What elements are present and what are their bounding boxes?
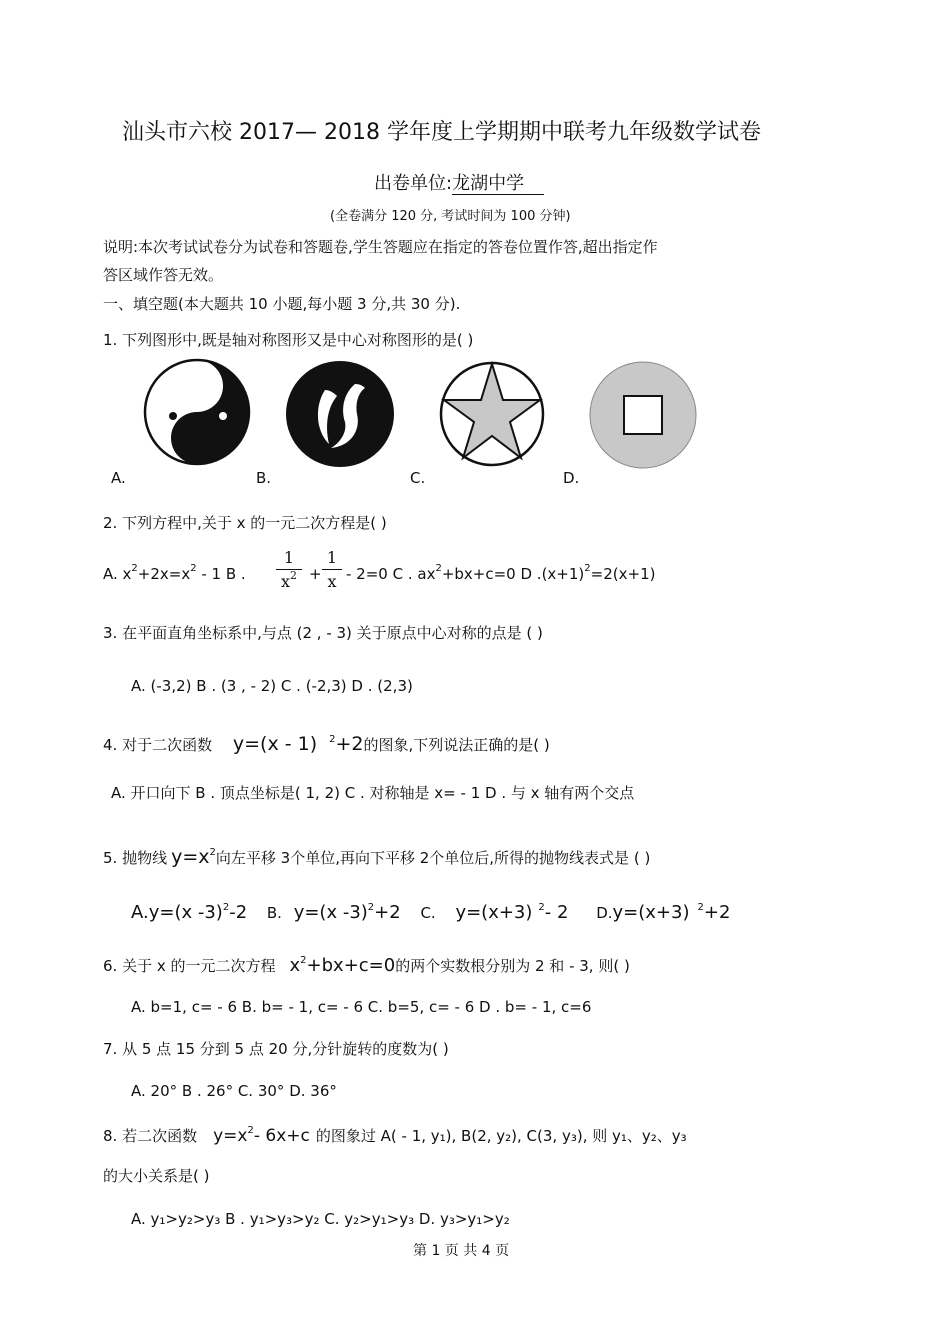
- q2-d-exp: 2: [584, 563, 591, 574]
- q2-frac1-bar: [276, 569, 302, 570]
- q6-equation-post: +bx+c=0: [306, 955, 396, 976]
- question-4-stem: [103, 735, 550, 754]
- q2-a-pre: A. x: [103, 565, 132, 583]
- q8-line-2: 的大小关系是( ): [103, 1167, 210, 1185]
- q3-options: A. (-3,2) B . (3 , - 2) C . (-2,3) D . (2,3): [131, 677, 413, 695]
- page-title: 汕头市六校 2017— 2018 学年度上学期期中联考九年级数学试卷: [122, 120, 761, 145]
- q2-d-post: =2(x+1): [590, 565, 656, 583]
- q8-post: 的图象过 A( - 1, y₁), B(2, y₂), C(3, y₃), 则 y₁、y₂、y₃: [315, 1127, 687, 1145]
- q6-equation: x: [289, 955, 301, 976]
- q2-c-post: +bx+c=0 D .(x+1): [441, 565, 585, 583]
- note-line-2: 答区域作答无效。: [103, 266, 224, 284]
- exam-unit: [374, 175, 544, 193]
- coin-square-hole-icon: [588, 360, 698, 470]
- brush-symbol-icon: [285, 360, 395, 468]
- q2-a-exp-2: 2: [190, 563, 197, 574]
- q2-options-part-1: [103, 563, 246, 583]
- q5-post: 向左平移 3个单位,再向下平移 2个单位后,所得的抛物线表式是 ( ): [215, 849, 651, 867]
- q5-exp: 2: [209, 847, 216, 858]
- question-3-stem: 3. 在平面直角坐标系中,与点 (2 , - 3) 关于原点中心对称的点是 ( ): [103, 624, 543, 642]
- q2-frac1-den: x: [280, 572, 291, 591]
- q5-option-a-exp: 2: [222, 902, 230, 913]
- q4-post: 的图象,下列说法正确的是( ): [363, 736, 550, 754]
- q6-options: A. b=1, c= - 6 B. b= - 1, c= - 6 C. b=5, c= - 6 D . b= - 1, c=6: [131, 998, 592, 1016]
- q2-a-exp-1: 2: [131, 563, 138, 574]
- q5-option-b-post: +2: [374, 902, 401, 923]
- q5-option-c-exp: 2: [538, 902, 545, 913]
- q8-function-post: - 6x+c: [253, 1126, 310, 1146]
- q5-option-a: A.y=(x -3): [131, 902, 223, 923]
- q5-option-c: y=(x+3): [455, 902, 533, 923]
- q1-option-c: C.: [410, 469, 426, 487]
- q4-function: y=(x - 1): [232, 733, 318, 755]
- q8-options: A. y₁>y₂>y₃ B . y₁>y₃>y₂ C. y₂>y₁>y₃ D. y₃>y₁>y₂: [131, 1210, 510, 1228]
- q5-option-c-label: C.: [420, 904, 436, 922]
- q5-option-d-exp: 2: [697, 902, 704, 913]
- q5-option-d-label: D.: [596, 904, 613, 922]
- q5-option-d-post: +2: [703, 902, 731, 923]
- q5-option-c-post: - 2: [544, 902, 569, 923]
- page-footer: 第 1 页 共 4 页: [413, 1243, 510, 1259]
- star-in-circle-icon: [438, 360, 546, 468]
- q5-options: [131, 904, 730, 922]
- q2-fraction-1: [276, 548, 302, 591]
- q5-option-a-post: -2: [229, 902, 248, 923]
- q1-option-d: D.: [563, 469, 580, 487]
- q4-pre: 4. 对于二次函数: [103, 736, 213, 754]
- q5-function: y=x: [171, 846, 210, 868]
- question-7-stem: 7. 从 5 点 15 分到 5 点 20 分,分针旋转的度数为( ): [103, 1040, 449, 1058]
- q8-pre: 8. 若二次函数: [103, 1127, 198, 1145]
- q7-options: A. 20° B . 26° C. 30° D. 36°: [131, 1082, 337, 1100]
- q2-fraction-2: [322, 548, 342, 591]
- section-heading: 一、填空题(本大题共 10 小题,每小题 3 分,共 30 分).: [103, 295, 461, 313]
- q2-options-part-2: [346, 563, 656, 583]
- question-6-stem: [103, 957, 630, 975]
- question-8-stem: [103, 1125, 687, 1146]
- question-5-stem: [103, 848, 650, 867]
- q4-exp: 2: [329, 734, 336, 745]
- q1-option-b: B.: [256, 469, 272, 487]
- q8-exp: 2: [247, 1125, 254, 1136]
- q2-b-post: - 2=0 C . ax: [346, 565, 436, 583]
- q1-option-a: A.: [111, 469, 126, 487]
- q2-frac1-exp: 2: [290, 569, 298, 582]
- q2-a-mid: +2x=x: [137, 565, 191, 583]
- q2-frac2-den: x: [327, 572, 337, 591]
- q6-exp: 2: [300, 955, 307, 966]
- q6-pre: 6. 关于 x 的一元二次方程: [103, 957, 276, 975]
- q4-options: A. 开口向下 B . 顶点坐标是( 1, 2) C . 对称轴是 x= - 1 D . 与 x 轴有两个交点: [111, 784, 635, 802]
- q2-plus: +: [309, 565, 322, 583]
- score-info: (全卷满分 120 分, 考试时间为 100 分钟): [330, 209, 571, 224]
- q2-frac2-num: 1: [326, 548, 338, 567]
- q2-frac1-num: 1: [283, 548, 295, 567]
- q8-function: y=x: [213, 1126, 248, 1146]
- q5-option-b-exp: 2: [367, 902, 375, 913]
- q2-frac2-bar: [322, 569, 342, 570]
- q2-a-post: - 1 B .: [196, 565, 246, 583]
- yin-yang-icon: [143, 358, 251, 466]
- note-line-1: 说明:本次考试试卷分为试卷和答题卷,学生答题应在指定的答卷位置作答,超出指定作: [103, 238, 658, 256]
- unit-name: 龙湖中学: [452, 173, 544, 195]
- q4-function-post: +2: [335, 733, 364, 755]
- unit-label: 出卷单位:: [374, 173, 453, 194]
- question-2-stem: 2. 下列方程中,关于 x 的一元二次方程是( ): [103, 514, 387, 532]
- q6-post: 的两个实数根分别为 2 和 - 3, 则( ): [395, 957, 630, 975]
- q5-option-d: y=(x+3): [612, 902, 690, 923]
- q5-option-b: y=(x -3): [293, 902, 368, 923]
- q5-option-b-label: B.: [266, 904, 282, 922]
- question-1-stem: 1. 下列图形中,既是轴对称图形又是中心对称图形的是( ): [103, 331, 474, 349]
- q5-pre: 5. 抛物线: [103, 849, 168, 867]
- q2-c-exp: 2: [435, 563, 442, 574]
